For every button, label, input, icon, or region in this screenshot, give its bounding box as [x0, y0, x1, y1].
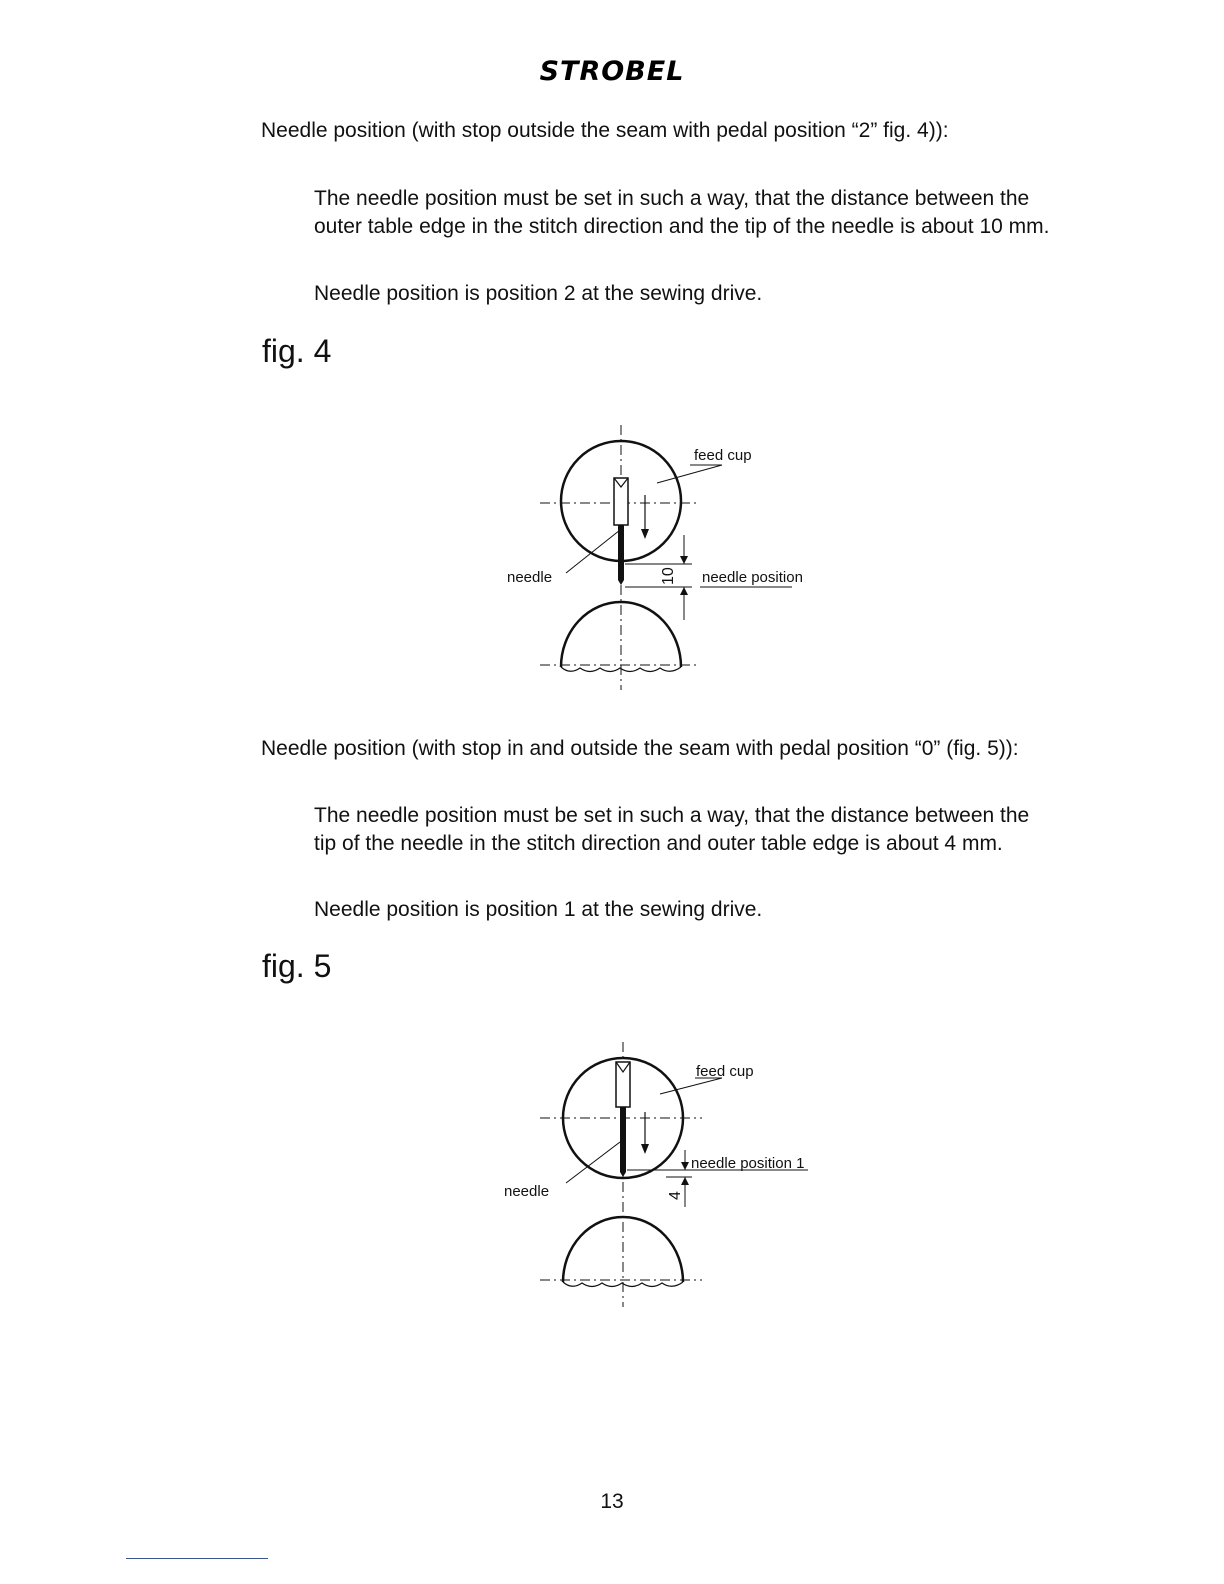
fig-5-feed-cup-label: feed cup — [696, 1063, 754, 1080]
section-1-paragraph-2: Needle position is position 2 at the sewing drive. — [314, 282, 763, 305]
brand-logo: STROBEL — [539, 56, 685, 87]
footer-rule — [126, 1558, 268, 1559]
fig-4-needle-position-label: needle position — [702, 569, 803, 586]
fig-4-needle-label: needle — [507, 569, 553, 586]
fig-4-label: fig. 4 — [262, 333, 332, 369]
page-number: 13 — [600, 1490, 624, 1513]
fig-4-dimension: 10 — [660, 567, 677, 585]
section-1-heading: Needle position (with stop outside the seam with pedal position “2” fig. 4)): — [261, 119, 949, 142]
fig-5-diagram — [490, 1032, 850, 1327]
fig-5-needle-label: needle — [504, 1183, 550, 1200]
needle-shaft — [620, 1107, 626, 1172]
needle-shaft — [618, 525, 624, 580]
fig-5-label: fig. 5 — [262, 948, 332, 984]
section-2-heading: Needle position (with stop in and outside the seam with pedal position “0” (fig. 5)): — [261, 737, 1019, 760]
section-2-paragraph-1: The needle position must be set in such a way, that the distance between the tip of the needle in the stitch direction and outer table edge is about 4 mm. — [314, 804, 1030, 855]
section-1-paragraph-1: The needle position must be set in such a way, that the distance between the outer table edge in the stitch direction and the tip of the needle is about 10 mm. — [314, 187, 1050, 238]
fig-4-diagram — [490, 415, 850, 710]
fig-5-needle-position-label: needle position 1 — [691, 1155, 805, 1172]
fig-4-feed-cup-label: feed cup — [694, 447, 752, 464]
fig-5-dimension: 4 — [667, 1191, 684, 1200]
section-2-paragraph-2: Needle position is position 1 at the sewing drive. — [314, 898, 763, 921]
